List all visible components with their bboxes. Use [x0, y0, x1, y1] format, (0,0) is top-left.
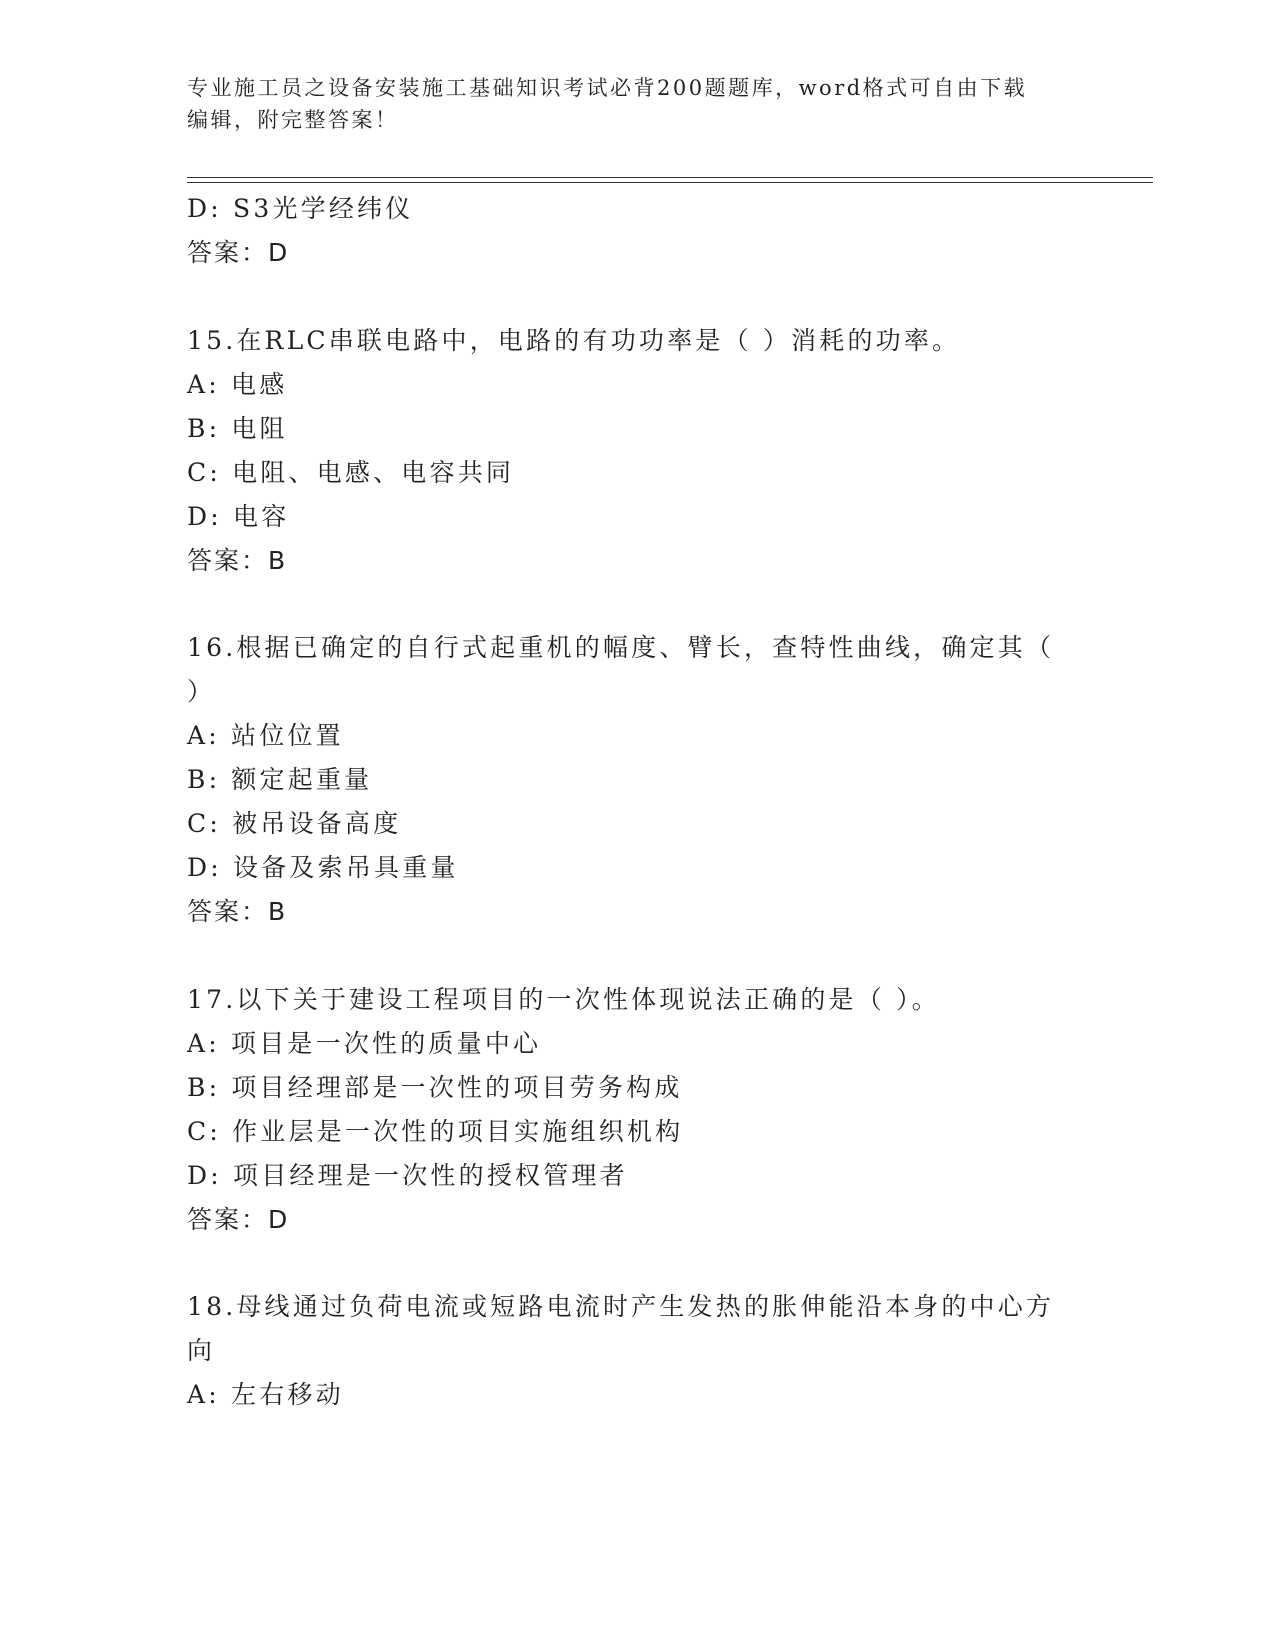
q18-option-a: A: 左右移动 — [187, 1380, 344, 1409]
header-divider-bottom — [187, 182, 1153, 183]
q18-stem-line2: 向 — [187, 1336, 216, 1365]
document-header — [187, 72, 1067, 136]
q18-stem-line1: 18.母线通过负荷电流或短路电流时产生发热的胀伸能沿本身的中心方 — [187, 1292, 1055, 1321]
q15-answer: 答案：B — [187, 546, 288, 575]
q17-option-c: C: 作业层是一次性的项目实施组织机构 — [187, 1117, 684, 1146]
q17-option-d: D: 项目经理是一次性的授权管理者 — [187, 1161, 628, 1190]
q16-stem-line1: 16.根据已确定的自行式起重机的幅度、臂长，查特性曲线，确定其（ — [187, 633, 1055, 662]
q16-option-c: C: 被吊设备高度 — [187, 809, 402, 838]
q17-option-a: A: 项目是一次性的质量中心 — [187, 1029, 542, 1058]
q15-option-b: B: 电阻 — [187, 414, 288, 443]
q16-stem-line2: ） — [187, 677, 216, 706]
header-title-line1: 专业施工员之设备安装施工基础知识考试必背200题题库，word格式可自由下载 — [187, 76, 1028, 100]
q14-answer: 答案：D — [187, 238, 290, 267]
q16-option-d: D: 设备及索吊具重量 — [187, 853, 459, 882]
q16-option-a: A: 站位位置 — [187, 721, 344, 750]
q17-answer: 答案：D — [187, 1205, 290, 1234]
header-title-line2: 编辑，附完整答案！ — [187, 108, 399, 132]
q15-option-c: C: 电阻、电感、电容共同 — [187, 458, 515, 487]
q15-option-d: D: 电容 — [187, 502, 290, 531]
q16-option-b: B: 额定起重量 — [187, 765, 373, 794]
q16-answer: 答案：B — [187, 897, 288, 926]
q17-option-b: B: 项目经理部是一次性的项目劳务构成 — [187, 1073, 683, 1102]
q15-stem: 15.在RLC串联电路中，电路的有功功率是（ ）消耗的功率。 — [187, 326, 961, 355]
header-divider-top — [187, 177, 1153, 178]
q17-stem: 17.以下关于建设工程项目的一次性体现说法正确的是（ ）。 — [187, 985, 941, 1014]
q14-option-d: D: S3光学经纬仪 — [187, 194, 414, 223]
q15-option-a: A: 电感 — [187, 370, 288, 399]
